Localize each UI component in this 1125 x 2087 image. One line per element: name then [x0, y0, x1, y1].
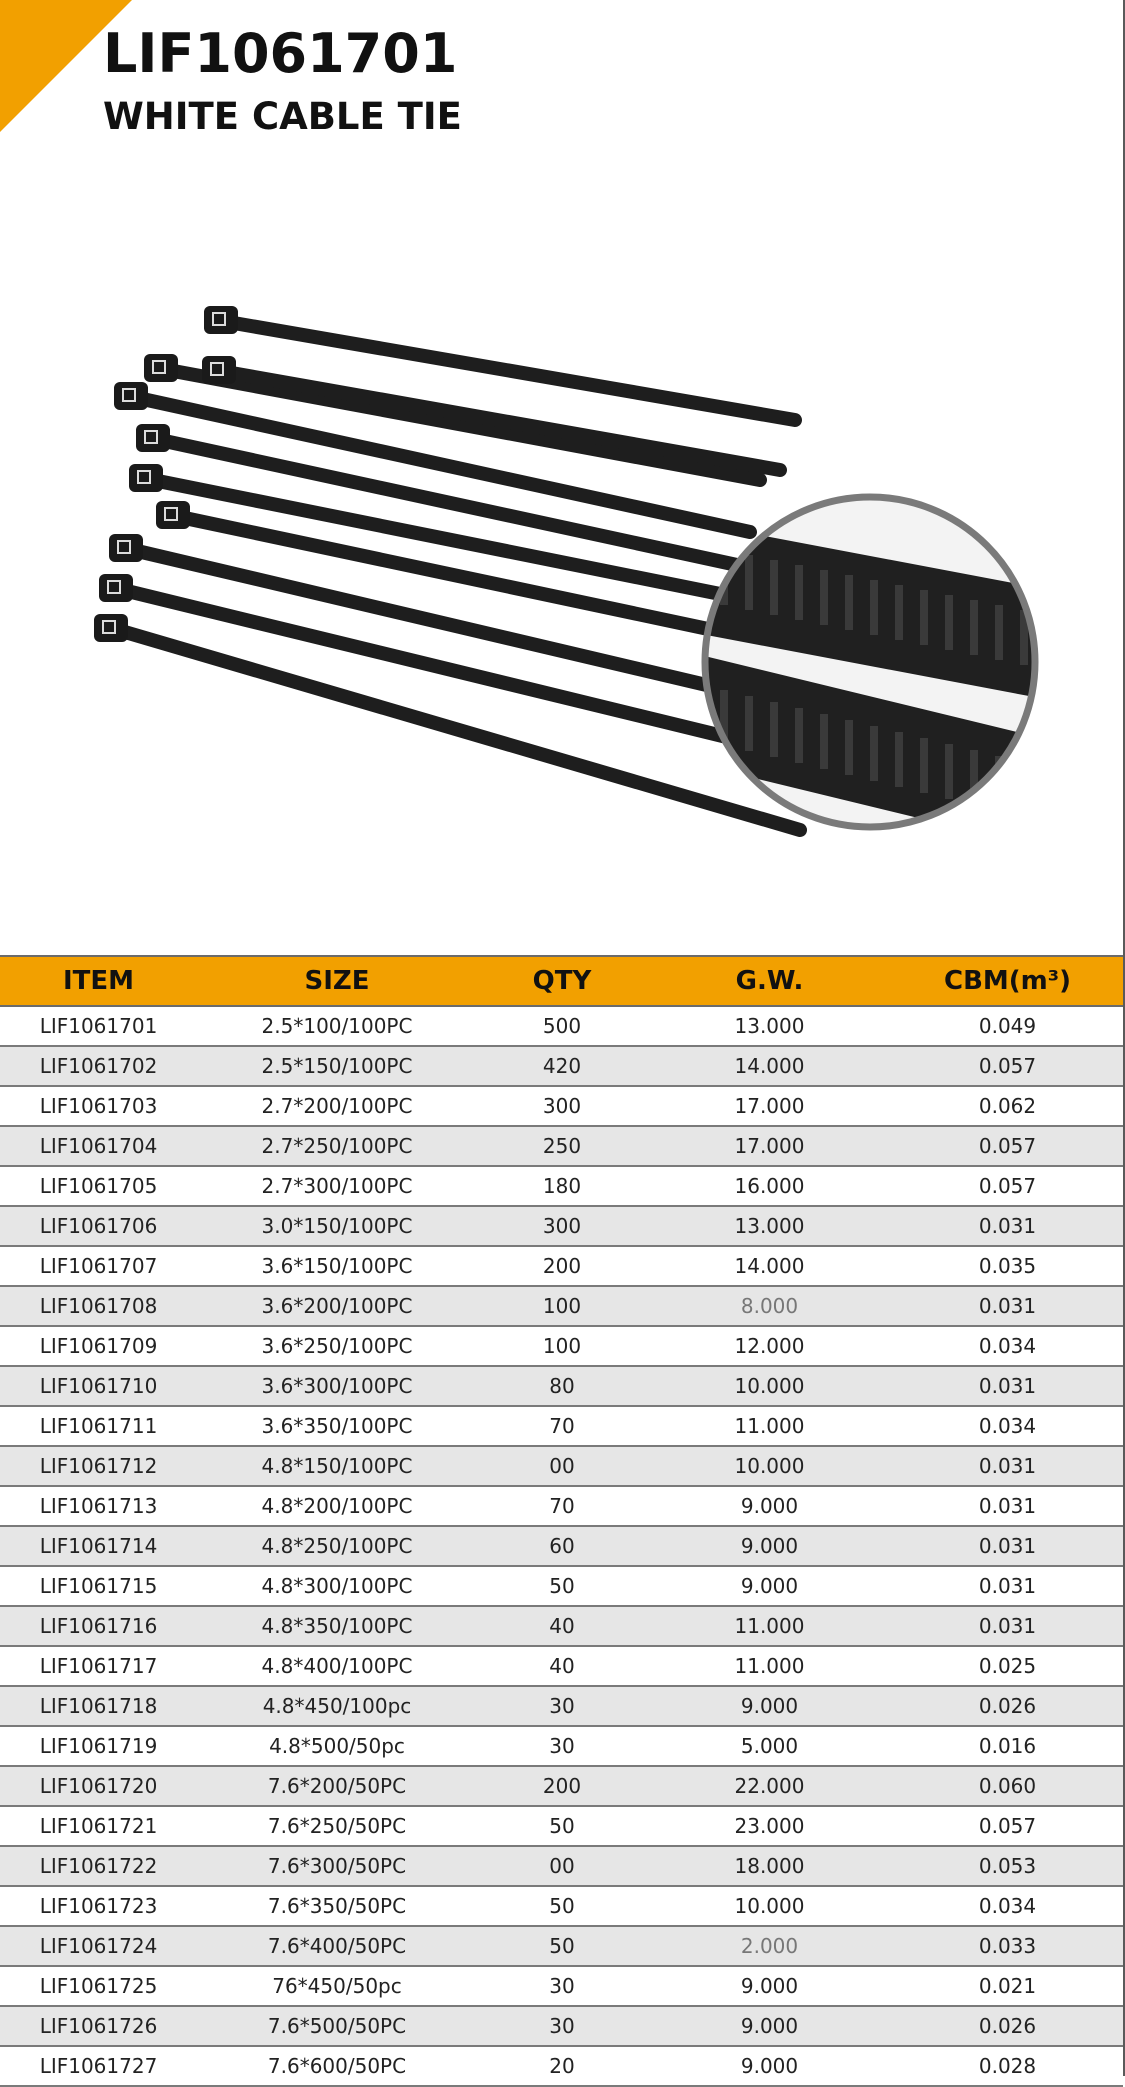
- cell-qty: 420: [477, 1046, 647, 1086]
- cell-size: 7.6*350/50PC: [197, 1886, 477, 1926]
- cell-gw: 17.000: [647, 1126, 892, 1166]
- cell-qty: 100: [477, 1286, 647, 1326]
- cell-cbm: 0.060: [892, 1766, 1123, 1806]
- cell-cbm: 0.053: [892, 1846, 1123, 1886]
- table-header-row: [0, 956, 1123, 1006]
- cell-item: LIF1061723: [0, 1886, 197, 1926]
- cell-size: 4.8*500/50pc: [197, 1726, 477, 1766]
- cable-ties-group: [94, 306, 800, 830]
- cell-item: LIF1061704: [0, 1126, 197, 1166]
- cell-item: LIF1061711: [0, 1406, 197, 1446]
- table-row: [0, 1966, 1123, 2006]
- strap-tooth: [1045, 768, 1053, 823]
- strap-tooth: [845, 575, 853, 630]
- cell-size: 2.5*100/100PC: [197, 1006, 477, 1046]
- cell-gw: 17.000: [647, 1086, 892, 1126]
- cell-item: LIF1061706: [0, 1206, 197, 1246]
- cell-item: LIF1061719: [0, 1726, 197, 1766]
- cell-size: 2.7*200/100PC: [197, 1086, 477, 1126]
- cell-size: 2.5*150/100PC: [197, 1046, 477, 1086]
- cell-gw: 14.000: [647, 1246, 892, 1286]
- strap-tooth: [770, 702, 778, 757]
- cell-cbm: 0.034: [892, 1406, 1123, 1446]
- cable-tie-head: [94, 614, 128, 642]
- cell-qty: 70: [477, 1486, 647, 1526]
- cell-size: 3.6*300/100PC: [197, 1366, 477, 1406]
- cable-tie-head: [99, 574, 133, 602]
- cell-item: LIF1061712: [0, 1446, 197, 1486]
- cell-gw: 13.000: [647, 1206, 892, 1246]
- cell-qty: 30: [477, 1686, 647, 1726]
- strap-tooth: [895, 732, 903, 787]
- cable-tie-strap: [226, 372, 780, 470]
- header-item: ITEM: [0, 956, 197, 1006]
- cell-gw: 9.000: [647, 1686, 892, 1726]
- cell-item: LIF1061708: [0, 1286, 197, 1326]
- cable-tie-head: [156, 501, 190, 529]
- table-row: [0, 1566, 1123, 1606]
- cell-qty: 40: [477, 1606, 647, 1646]
- cell-gw: 9.000: [647, 1486, 892, 1526]
- strap-tooth: [945, 744, 953, 799]
- cell-qty: 50: [477, 1886, 647, 1926]
- product-name-subtitle: WHITE CABLE TIE: [103, 95, 462, 138]
- cell-size: 3.6*250/100PC: [197, 1326, 477, 1366]
- spec-table: [0, 955, 1123, 2087]
- table-row: [0, 1886, 1123, 1926]
- cable-tie-strap: [228, 322, 795, 420]
- cell-item: LIF1061726: [0, 2006, 197, 2046]
- strap-tooth: [770, 560, 778, 615]
- table-row: [0, 1326, 1123, 1366]
- strap-tooth: [795, 708, 803, 763]
- cell-cbm: 0.021: [892, 1966, 1123, 2006]
- cell-size: 3.6*150/100PC: [197, 1246, 477, 1286]
- cell-qty: 00: [477, 1446, 647, 1486]
- table-row: [0, 1726, 1123, 1766]
- cell-item: LIF1061727: [0, 2046, 197, 2086]
- cell-item: LIF1061707: [0, 1246, 197, 1286]
- table-row: [0, 1806, 1123, 1846]
- cell-item: LIF1061701: [0, 1006, 197, 1046]
- cell-size: 7.6*500/50PC: [197, 2006, 477, 2046]
- cell-size: 7.6*250/50PC: [197, 1806, 477, 1846]
- strap-tooth: [895, 585, 903, 640]
- cell-qty: 60: [477, 1526, 647, 1566]
- strap-tooth: [820, 570, 828, 625]
- table-row: [0, 1606, 1123, 1646]
- cell-item: LIF1061721: [0, 1806, 197, 1846]
- cell-gw: 11.000: [647, 1406, 892, 1446]
- strap-tooth: [970, 750, 978, 805]
- cell-gw: 13.000: [647, 1006, 892, 1046]
- cell-qty: 100: [477, 1326, 647, 1366]
- cell-item: LIF1061724: [0, 1926, 197, 1966]
- cell-item: LIF1061705: [0, 1166, 197, 1206]
- cell-gw: 12.000: [647, 1326, 892, 1366]
- cell-item: LIF1061725: [0, 1966, 197, 2006]
- strap-tooth: [845, 720, 853, 775]
- strap-tooth: [870, 726, 878, 781]
- table-row: [0, 1766, 1123, 1806]
- cell-size: 4.8*150/100PC: [197, 1446, 477, 1486]
- cell-gw: 8.000: [647, 1286, 892, 1326]
- cell-qty: 40: [477, 1646, 647, 1686]
- cell-gw: 10.000: [647, 1446, 892, 1486]
- cell-gw: 9.000: [647, 1566, 892, 1606]
- cell-item: LIF1061717: [0, 1646, 197, 1686]
- table-row: [0, 1446, 1123, 1486]
- cell-cbm: 0.031: [892, 1446, 1123, 1486]
- cell-gw: 23.000: [647, 1806, 892, 1846]
- cell-item: LIF1061714: [0, 1526, 197, 1566]
- cell-size: 76*450/50pc: [197, 1966, 477, 2006]
- cell-gw: 9.000: [647, 2046, 892, 2086]
- cell-cbm: 0.034: [892, 1886, 1123, 1926]
- cell-cbm: 0.031: [892, 1286, 1123, 1326]
- cell-gw: 11.000: [647, 1606, 892, 1646]
- cell-cbm: 0.057: [892, 1126, 1123, 1166]
- cell-size: 4.8*350/100PC: [197, 1606, 477, 1646]
- cell-cbm: 0.062: [892, 1086, 1123, 1126]
- cell-item: LIF1061713: [0, 1486, 197, 1526]
- cell-qty: 30: [477, 1726, 647, 1766]
- strap-tooth: [745, 696, 753, 751]
- strap-tooth: [1020, 762, 1028, 817]
- cell-item: LIF1061722: [0, 1846, 197, 1886]
- cell-gw: 18.000: [647, 1846, 892, 1886]
- cell-cbm: 0.057: [892, 1166, 1123, 1206]
- cell-size: 3.6*200/100PC: [197, 1286, 477, 1326]
- cell-gw: 2.000: [647, 1926, 892, 1966]
- table-row: [0, 1366, 1123, 1406]
- cable-tie-head: [114, 382, 148, 410]
- cell-gw: 10.000: [647, 1886, 892, 1926]
- cell-qty: 300: [477, 1206, 647, 1246]
- table-row: [0, 2046, 1123, 2086]
- strap-tooth: [1045, 615, 1053, 670]
- cell-item: LIF1061720: [0, 1766, 197, 1806]
- cell-item: LIF1061709: [0, 1326, 197, 1366]
- cell-size: 2.7*300/100PC: [197, 1166, 477, 1206]
- table-row: [0, 1526, 1123, 1566]
- cell-qty: 00: [477, 1846, 647, 1886]
- cell-gw: 22.000: [647, 1766, 892, 1806]
- cell-size: 7.6*200/50PC: [197, 1766, 477, 1806]
- product-code-title: LIF1061701: [103, 22, 458, 85]
- table-row: [0, 1246, 1123, 1286]
- cell-cbm: 0.049: [892, 1006, 1123, 1046]
- cell-qty: 300: [477, 1086, 647, 1126]
- cell-gw: 9.000: [647, 1966, 892, 2006]
- cell-item: LIF1061715: [0, 1566, 197, 1606]
- strap-tooth: [820, 714, 828, 769]
- cable-tie-bundle-with-magnifier: [60, 270, 1060, 850]
- strap-tooth: [945, 595, 953, 650]
- cell-item: LIF1061710: [0, 1366, 197, 1406]
- cell-item: LIF1061716: [0, 1606, 197, 1646]
- header-cbm: CBM(m³): [892, 956, 1123, 1006]
- strap-tooth: [870, 580, 878, 635]
- strap-tooth: [920, 590, 928, 645]
- cell-gw: 9.000: [647, 2006, 892, 2046]
- cell-size: 7.6*600/50PC: [197, 2046, 477, 2086]
- cell-size: 4.8*250/100PC: [197, 1526, 477, 1566]
- cell-gw: 14.000: [647, 1046, 892, 1086]
- cell-gw: 5.000: [647, 1726, 892, 1766]
- cell-qty: 50: [477, 1926, 647, 1966]
- cell-cbm: 0.031: [892, 1206, 1123, 1246]
- cell-qty: 30: [477, 2006, 647, 2046]
- table-row: [0, 1646, 1123, 1686]
- cable-tie-head: [144, 354, 178, 382]
- cell-cbm: 0.035: [892, 1246, 1123, 1286]
- cell-size: 4.8*450/100pc: [197, 1686, 477, 1726]
- cell-cbm: 0.016: [892, 1726, 1123, 1766]
- table-row: [0, 1286, 1123, 1326]
- header-qty: QTY: [477, 956, 647, 1006]
- cell-item: LIF1061702: [0, 1046, 197, 1086]
- table-row: [0, 1206, 1123, 1246]
- cell-size: 4.8*300/100PC: [197, 1566, 477, 1606]
- cell-qty: 200: [477, 1766, 647, 1806]
- cell-qty: 50: [477, 1806, 647, 1846]
- cell-cbm: 0.057: [892, 1806, 1123, 1846]
- cell-size: 4.8*200/100PC: [197, 1486, 477, 1526]
- table-row: [0, 2006, 1123, 2046]
- table-row: [0, 1046, 1123, 1086]
- cell-size: 7.6*400/50PC: [197, 1926, 477, 1966]
- cell-qty: 180: [477, 1166, 647, 1206]
- cell-cbm: 0.028: [892, 2046, 1123, 2086]
- table-row: [0, 1166, 1123, 1206]
- table-row: [0, 1686, 1123, 1726]
- table-row: [0, 1846, 1123, 1886]
- strap-tooth: [995, 605, 1003, 660]
- table-row: [0, 1126, 1123, 1166]
- cell-qty: 20: [477, 2046, 647, 2086]
- cell-cbm: 0.057: [892, 1046, 1123, 1086]
- cell-cbm: 0.026: [892, 2006, 1123, 2046]
- table-row: [0, 1486, 1123, 1526]
- table-row: [0, 1926, 1123, 1966]
- cell-cbm: 0.025: [892, 1646, 1123, 1686]
- cell-size: 2.7*250/100PC: [197, 1126, 477, 1166]
- cell-cbm: 0.031: [892, 1486, 1123, 1526]
- cell-gw: 10.000: [647, 1366, 892, 1406]
- cell-gw: 16.000: [647, 1166, 892, 1206]
- cable-tie-head: [129, 464, 163, 492]
- cell-cbm: 0.031: [892, 1366, 1123, 1406]
- strap-tooth: [795, 565, 803, 620]
- header-gw: G.W.: [647, 956, 892, 1006]
- cell-cbm: 0.033: [892, 1926, 1123, 1966]
- cable-tie-head: [202, 356, 236, 384]
- cell-qty: 70: [477, 1406, 647, 1446]
- cell-cbm: 0.031: [892, 1526, 1123, 1566]
- cable-tie-head: [204, 306, 238, 334]
- cell-size: 3.0*150/100PC: [197, 1206, 477, 1246]
- table-row: [0, 1086, 1123, 1126]
- table-row: [0, 1006, 1123, 1046]
- cell-cbm: 0.026: [892, 1686, 1123, 1726]
- cable-tie-head: [136, 424, 170, 452]
- cell-size: 3.6*350/100PC: [197, 1406, 477, 1446]
- cell-qty: 50: [477, 1566, 647, 1606]
- strap-tooth: [970, 600, 978, 655]
- cell-qty: 500: [477, 1006, 647, 1046]
- cell-item: LIF1061703: [0, 1086, 197, 1126]
- magnifier-zoom-content: [680, 495, 1053, 850]
- cell-qty: 30: [477, 1966, 647, 2006]
- cell-cbm: 0.031: [892, 1566, 1123, 1606]
- strap-tooth: [920, 738, 928, 793]
- cell-cbm: 0.034: [892, 1326, 1123, 1366]
- cell-qty: 250: [477, 1126, 647, 1166]
- header-size: SIZE: [197, 956, 477, 1006]
- strap-tooth: [745, 555, 753, 610]
- cell-size: 4.8*400/100PC: [197, 1646, 477, 1686]
- cell-cbm: 0.031: [892, 1606, 1123, 1646]
- cell-gw: 11.000: [647, 1646, 892, 1686]
- cell-qty: 200: [477, 1246, 647, 1286]
- cell-item: LIF1061718: [0, 1686, 197, 1726]
- cell-gw: 9.000: [647, 1526, 892, 1566]
- cell-qty: 80: [477, 1366, 647, 1406]
- cable-tie-head: [109, 534, 143, 562]
- table-row: [0, 1406, 1123, 1446]
- cell-size: 7.6*300/50PC: [197, 1846, 477, 1886]
